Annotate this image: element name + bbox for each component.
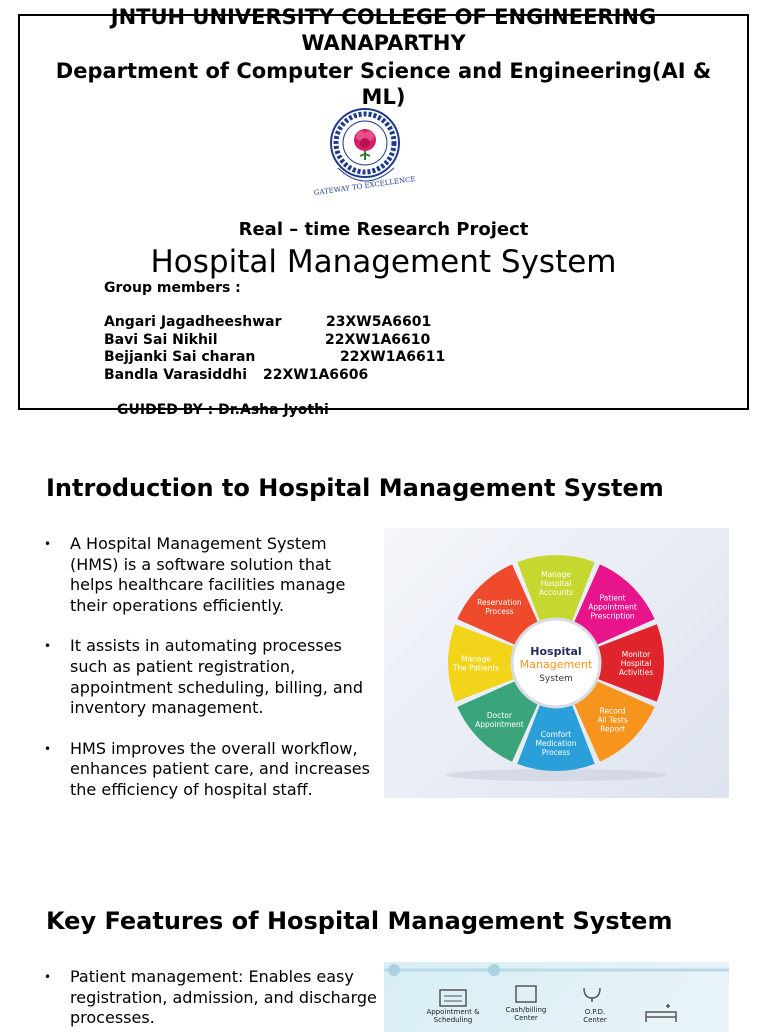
hms-wheel-diagram [384,528,729,798]
intro-heading: Introduction to Hospital Management System [46,474,664,502]
bullet-icon: • [44,970,52,984]
member-name: Angari Jagadheeshwar [104,314,282,330]
bullet-text: Patient management: Enables easy registration, admission, and discharge processes. [70,967,377,1028]
segment-label: Medication [535,739,577,748]
segment-label: Report [600,724,626,734]
module-label: Appointment & Scheduling [426,1008,480,1024]
segment-label: Hospital [620,659,652,668]
bullet-icon: • [44,537,52,551]
logo-motto: GATEWAY TO EXCELLENCE [313,174,417,198]
stethoscope-icon [584,988,600,1002]
member-id: 23XW5A6601 [326,314,432,330]
bullet-text: It assists in automating processes such as patient registration, appointment scheduling, billing, and inventory management. [70,636,363,718]
member-name: Bandla Varasiddhi [104,367,248,383]
department-line1: Department of Computer Science and Engineering(AI & [55,59,712,83]
segment-label: Appointment [475,720,524,730]
segment-label: Process [485,606,514,616]
center-line1: Hospital [530,645,582,658]
segment-label: Reservation [477,597,522,607]
segment-label: Accounts [538,588,574,597]
segment-label: Prescription [590,611,635,621]
segment-label: Doctor [486,711,512,721]
member-id: 22XW1A6611 [340,349,446,365]
college-title-line2: WANAPARTHY [301,31,466,55]
college-title-line1: JNTUH UNIVERSITY COLLEGE OF ENGINEERING [110,5,657,29]
features-bullet-list [44,967,379,1029]
segment-label: Process [541,748,571,757]
member-id: 22XW1A6610 [325,332,431,348]
wheel-svg [384,528,729,798]
list-item [44,739,379,801]
list-item [44,636,379,718]
member-row [104,367,369,383]
university-logo [313,102,426,200]
bullet-icon: • [44,639,52,654]
features-heading: Key Features of Hospital Management System [46,907,673,935]
segment-label: The Patients [452,663,500,673]
project-title: Hospital Management System [150,244,617,280]
guided-by: GUIDED BY : Dr.Asha Jyothi [117,402,329,418]
billing-icon [516,986,536,1002]
member-name: Bejjanki Sai charan [104,349,256,365]
module-label: Cash/billing Center [505,1006,547,1022]
scheduling-icon [440,990,466,1006]
segment-label: Hospital [540,579,572,588]
bed-icon [646,1004,676,1022]
member-row [104,314,432,330]
bullet-text: HMS improves the overall workflow, enhances patient care, and increases the efficiency of hospital staff. [70,738,370,799]
segment-label: Activities [618,668,654,677]
bullet-text: A Hospital Management System (HMS) is a software solution that helps healthcare facilities manage their operations efficiently. [70,534,346,615]
group-members-label: Group members : [104,280,241,296]
segment-label: Manage [461,654,491,664]
member-row [104,332,431,348]
member-row [104,349,446,365]
list-item [44,534,379,616]
member-id: 22XW1A6606 [263,367,369,383]
center-line2: Management [519,658,593,671]
segment-label: Record [599,706,626,716]
segment-label: All Tests [597,715,628,725]
center-line3: System [539,674,573,684]
segment-label: Monitor [621,650,651,659]
segment-label: Appointment [588,602,637,612]
module-label: O.P.D. Center [583,1008,607,1024]
member-name: Bavi Sai Nikhil [104,332,218,348]
department-line2: ML) [361,85,406,109]
segment-label: Patient [599,593,626,603]
intro-bullet-list [44,534,379,801]
list-item [44,967,379,1029]
project-subtitle: Real – time Research Project [238,219,529,240]
title-slide [18,5,749,418]
features-diagram [384,962,729,1032]
segment-label: Comfort [540,730,572,739]
segment-label: Manage [541,570,571,579]
bullet-icon: • [44,741,52,756]
